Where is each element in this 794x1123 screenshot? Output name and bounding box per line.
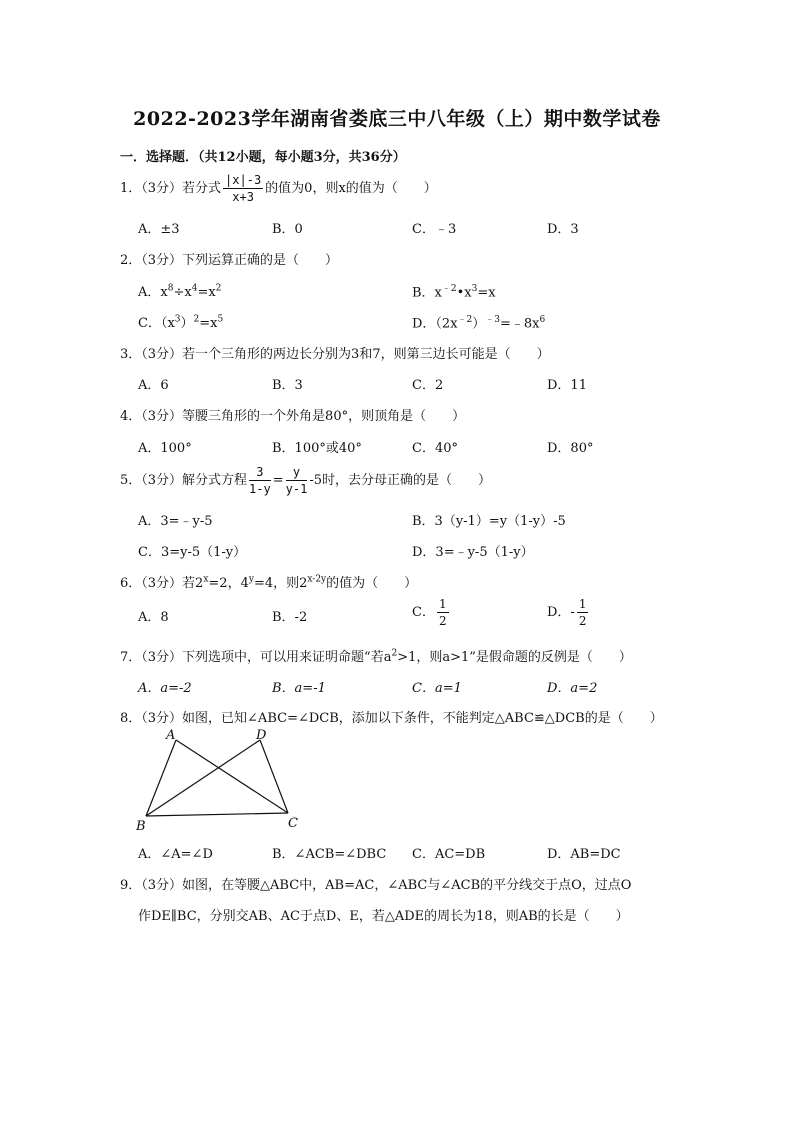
option-a: A．$x^8\div x^4=x^2$ <box>138 283 222 300</box>
option-b: B．$x^{﹣2}•x^3=x$ <box>412 284 496 301</box>
question-1-stem: 1．（3分）若分式 <box>120 181 222 196</box>
question-4: 4．（3分）等腰三角形的一个外角是80°，则顶角是（ ） <box>120 409 466 424</box>
option-d: D．80° <box>547 441 594 456</box>
option-a: A．6 <box>138 378 169 393</box>
option-b: B．0 <box>272 222 303 237</box>
option-c: C．3=y-5（1-y） <box>138 545 247 560</box>
question-5-stem: 5．（3分）解分式方程 <box>120 473 248 488</box>
segment-ab <box>146 740 176 816</box>
segment-dc <box>260 740 288 813</box>
question-2-options-row2 <box>138 312 698 332</box>
question-5-rest: -5时，去分母正确的是（ ） <box>309 473 491 488</box>
option-a: A．3=﹣y-5 <box>138 514 213 529</box>
option-c: C．a=1 <box>412 681 462 696</box>
option-b: B．3 <box>272 378 303 393</box>
question-5-fraction-right: $\frac{y}{y-1}$ <box>285 465 308 496</box>
question-3-options <box>138 374 698 394</box>
label-b: B <box>136 819 146 834</box>
option-c: C．2 <box>412 378 444 393</box>
question-5-options-row2 <box>138 541 698 561</box>
question-1-fraction <box>223 174 263 203</box>
option-d: D．$(2x^{﹣2})^{﹣3}=﹣8x^6$ <box>412 315 546 332</box>
option-a: A．100° <box>138 441 192 456</box>
option-d: D．a=2 <box>547 681 598 696</box>
label-c: C <box>288 816 298 831</box>
option-d: D．AB=DC <box>547 847 621 862</box>
option-a: A．∠A=∠D <box>138 847 213 862</box>
option-d: D．3=﹣y-5（1-y） <box>412 545 534 560</box>
option-a: A．8 <box>138 610 169 625</box>
option-c: C．40° <box>412 441 458 456</box>
equals-sign: = <box>272 473 284 488</box>
fraction-denominator: x+3 <box>232 190 254 204</box>
question-1 <box>120 174 437 203</box>
option-b: B．100°或40° <box>272 441 362 456</box>
question-2-options-row1 <box>138 281 698 301</box>
option-c: C．﹣3 <box>412 222 457 237</box>
option-a: A．±3 <box>138 222 180 237</box>
page-title: 2022-2023学年湖南省娄底三中八年级（上）期中数学试卷 <box>133 108 661 130</box>
label-d: D <box>256 728 267 743</box>
question-6: 6．（3分）若$2^x=2$，$4^y=4$，则$2^{x-2y}$的值为（ ） <box>120 574 418 591</box>
option-a: A．a=-2 <box>138 681 192 696</box>
question-3: 3．（3分）若一个三角形的两边长分别为3和7，则第三边长可能是（ ） <box>120 347 550 362</box>
question-5-fraction-left: $\frac{3}{1-y}$ <box>249 465 271 496</box>
option-d: D．11 <box>547 378 587 393</box>
question-1-options <box>138 218 698 238</box>
question-4-options <box>138 437 698 457</box>
question-8: 8．（3分）如图，已知∠ABC=∠DCB，添加以下条件，不能判定△ABC≌△DCB的是（ ） <box>120 711 663 726</box>
option-b: B．3（y-1）=y（1-y）-5 <box>412 514 566 529</box>
question-1-rest: 的值为0，则x的值为（ ） <box>265 181 437 196</box>
option-c: C． $\frac{1}{2}$ <box>412 597 447 628</box>
option-b: B．-2 <box>272 610 308 625</box>
option-d: D．- $\frac{1}{2}$ <box>547 597 587 628</box>
question-7: 7．（3分）下列选项中，可以用来证明命题“若$a^2>1$，则a>1”是假命题的反例是（ ） <box>120 648 632 665</box>
question-6-options <box>138 597 698 628</box>
question-2: 2．（3分）下列运算正确的是（ ） <box>120 253 339 268</box>
triangle-figure <box>128 724 318 836</box>
section-heading: 一．选择题．（共12小题，每小题3分，共36分） <box>120 150 406 165</box>
question-7-options <box>138 677 698 697</box>
segment-ac <box>176 740 288 813</box>
question-5 <box>120 466 491 495</box>
option-b: B．∠ACB=∠DBC <box>272 847 387 862</box>
segment-db <box>146 740 260 816</box>
fraction-numerator: |x|-3 <box>225 173 262 187</box>
segment-bc <box>146 813 288 816</box>
option-c: C．AC=DB <box>412 847 486 862</box>
question-8-options <box>138 843 698 863</box>
option-b: B．a=-1 <box>272 681 326 696</box>
question-9-line-1: 9．（3分）如图，在等腰△ABC中，AB=AC，∠ABC与∠ACB的平分线交于点O，过点O <box>120 878 632 893</box>
question-5-options-row1 <box>138 510 698 530</box>
label-a: A <box>166 728 176 743</box>
option-d: D．3 <box>547 222 579 237</box>
question-9-line-2: 作DE∥BC，分别交AB、AC于点D、E，若△ADE的周长为18，则AB的长是（ ） <box>138 909 629 924</box>
option-c: C．$(x^3)^2=x^5$ <box>138 314 224 331</box>
